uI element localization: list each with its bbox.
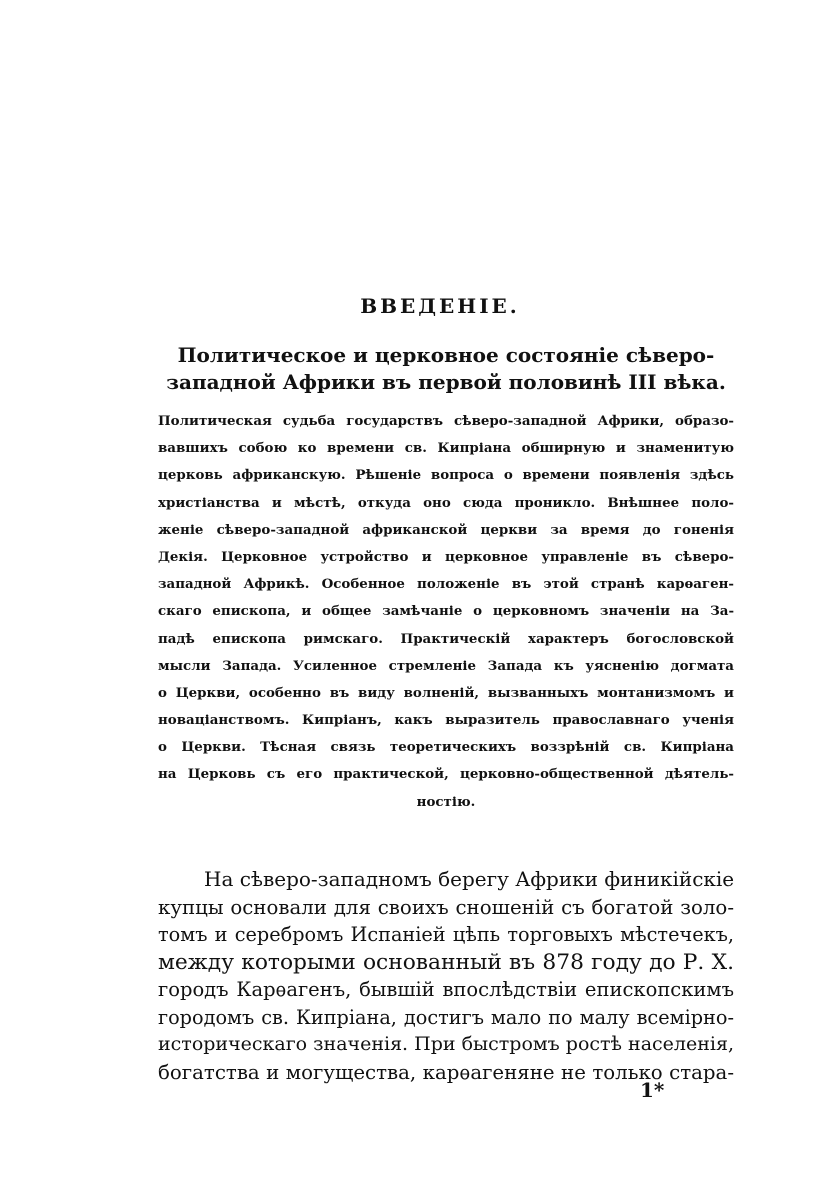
body-paragraph — [158, 866, 734, 1086]
synopsis-line: женіе сѣверо-западной африканской церкви за время до гоненія — [158, 521, 734, 538]
body-line: городъ Карѳагенъ, бывшій впослѣдствіи епископскимъ — [158, 978, 734, 1001]
chapter-heading: ВВЕДЕНІЕ. — [360, 294, 520, 318]
synopsis-line: о Церкви, особенно въ виду волненій, вызванныхъ монтанизмомъ и — [158, 684, 734, 701]
synopsis-line: Декія. Церковное устройство и церковное управленіе въ сѣверо- — [158, 548, 734, 565]
synopsis-line: ностію. — [416, 793, 476, 810]
chapter-subtitle — [158, 342, 734, 396]
synopsis-line: на Церковь съ его практической, церковно-общественной дѣятель- — [158, 766, 734, 783]
synopsis-line: падѣ епископа римскаго. Практическій характеръ богословской — [158, 630, 734, 647]
synopsis-line: Политическая судьба государствъ сѣверо-западной Африки, образо- — [158, 413, 734, 429]
body-line: историческаго значенія. При быстромъ ростѣ населенія, — [158, 1033, 734, 1055]
synopsis-line: церковь африканскую. Рѣшеніе вопроса о времени появленія здѣсь — [158, 467, 734, 484]
synopsis-line: новаціанствомъ. Кипріанъ, какъ выразитель православнаго ученія — [158, 712, 734, 729]
synopsis-line: мысли Запада. Усиленное стремленіе Запада къ уясненію догмата — [158, 657, 734, 674]
synopsis-line: вавшихъ собою ко времени св. Кипріана обширную и знаменитую — [158, 440, 734, 457]
body-line: томъ и серебромъ Испаніей цѣпь торговыхъ мѣстечекъ, — [158, 923, 734, 946]
body-line: городомъ св. Кипріана, достигъ мало по малу всемірно- — [158, 1005, 734, 1029]
synopsis-line: о Церкви. Тѣсная связь теоретическихъ воззрѣній св. Кипріана — [158, 739, 734, 756]
body-line: богатства и могущества, карѳагеняне не только стара- — [158, 1060, 734, 1084]
subtitle-line: Политическое и церковное состояніе сѣверо- — [177, 343, 715, 367]
synopsis-line: скаго епископа, и общее замѣчаніе о церковномъ значеніи на За- — [158, 603, 734, 620]
chapter-synopsis — [158, 408, 734, 816]
subtitle-line: западной Африки въ первой половинѣ III вѣка. — [166, 370, 726, 394]
body-line: между которыми основанный въ 878 году до Р. Х. — [158, 949, 734, 975]
signature-mark: 1* — [640, 1078, 665, 1102]
body-line: На сѣверо-западномъ берегу Африки финикійскіе — [204, 867, 735, 891]
body-line: купцы основали для своихъ сношеній съ богатой золо- — [158, 895, 734, 919]
synopsis-line: западной Африкѣ. Особенное положеніе въ этой странѣ карѳаген- — [158, 576, 734, 593]
synopsis-line: христіанства и мѣстѣ, откуда оно сюда проникло. Внѣшнее поло- — [158, 494, 734, 511]
